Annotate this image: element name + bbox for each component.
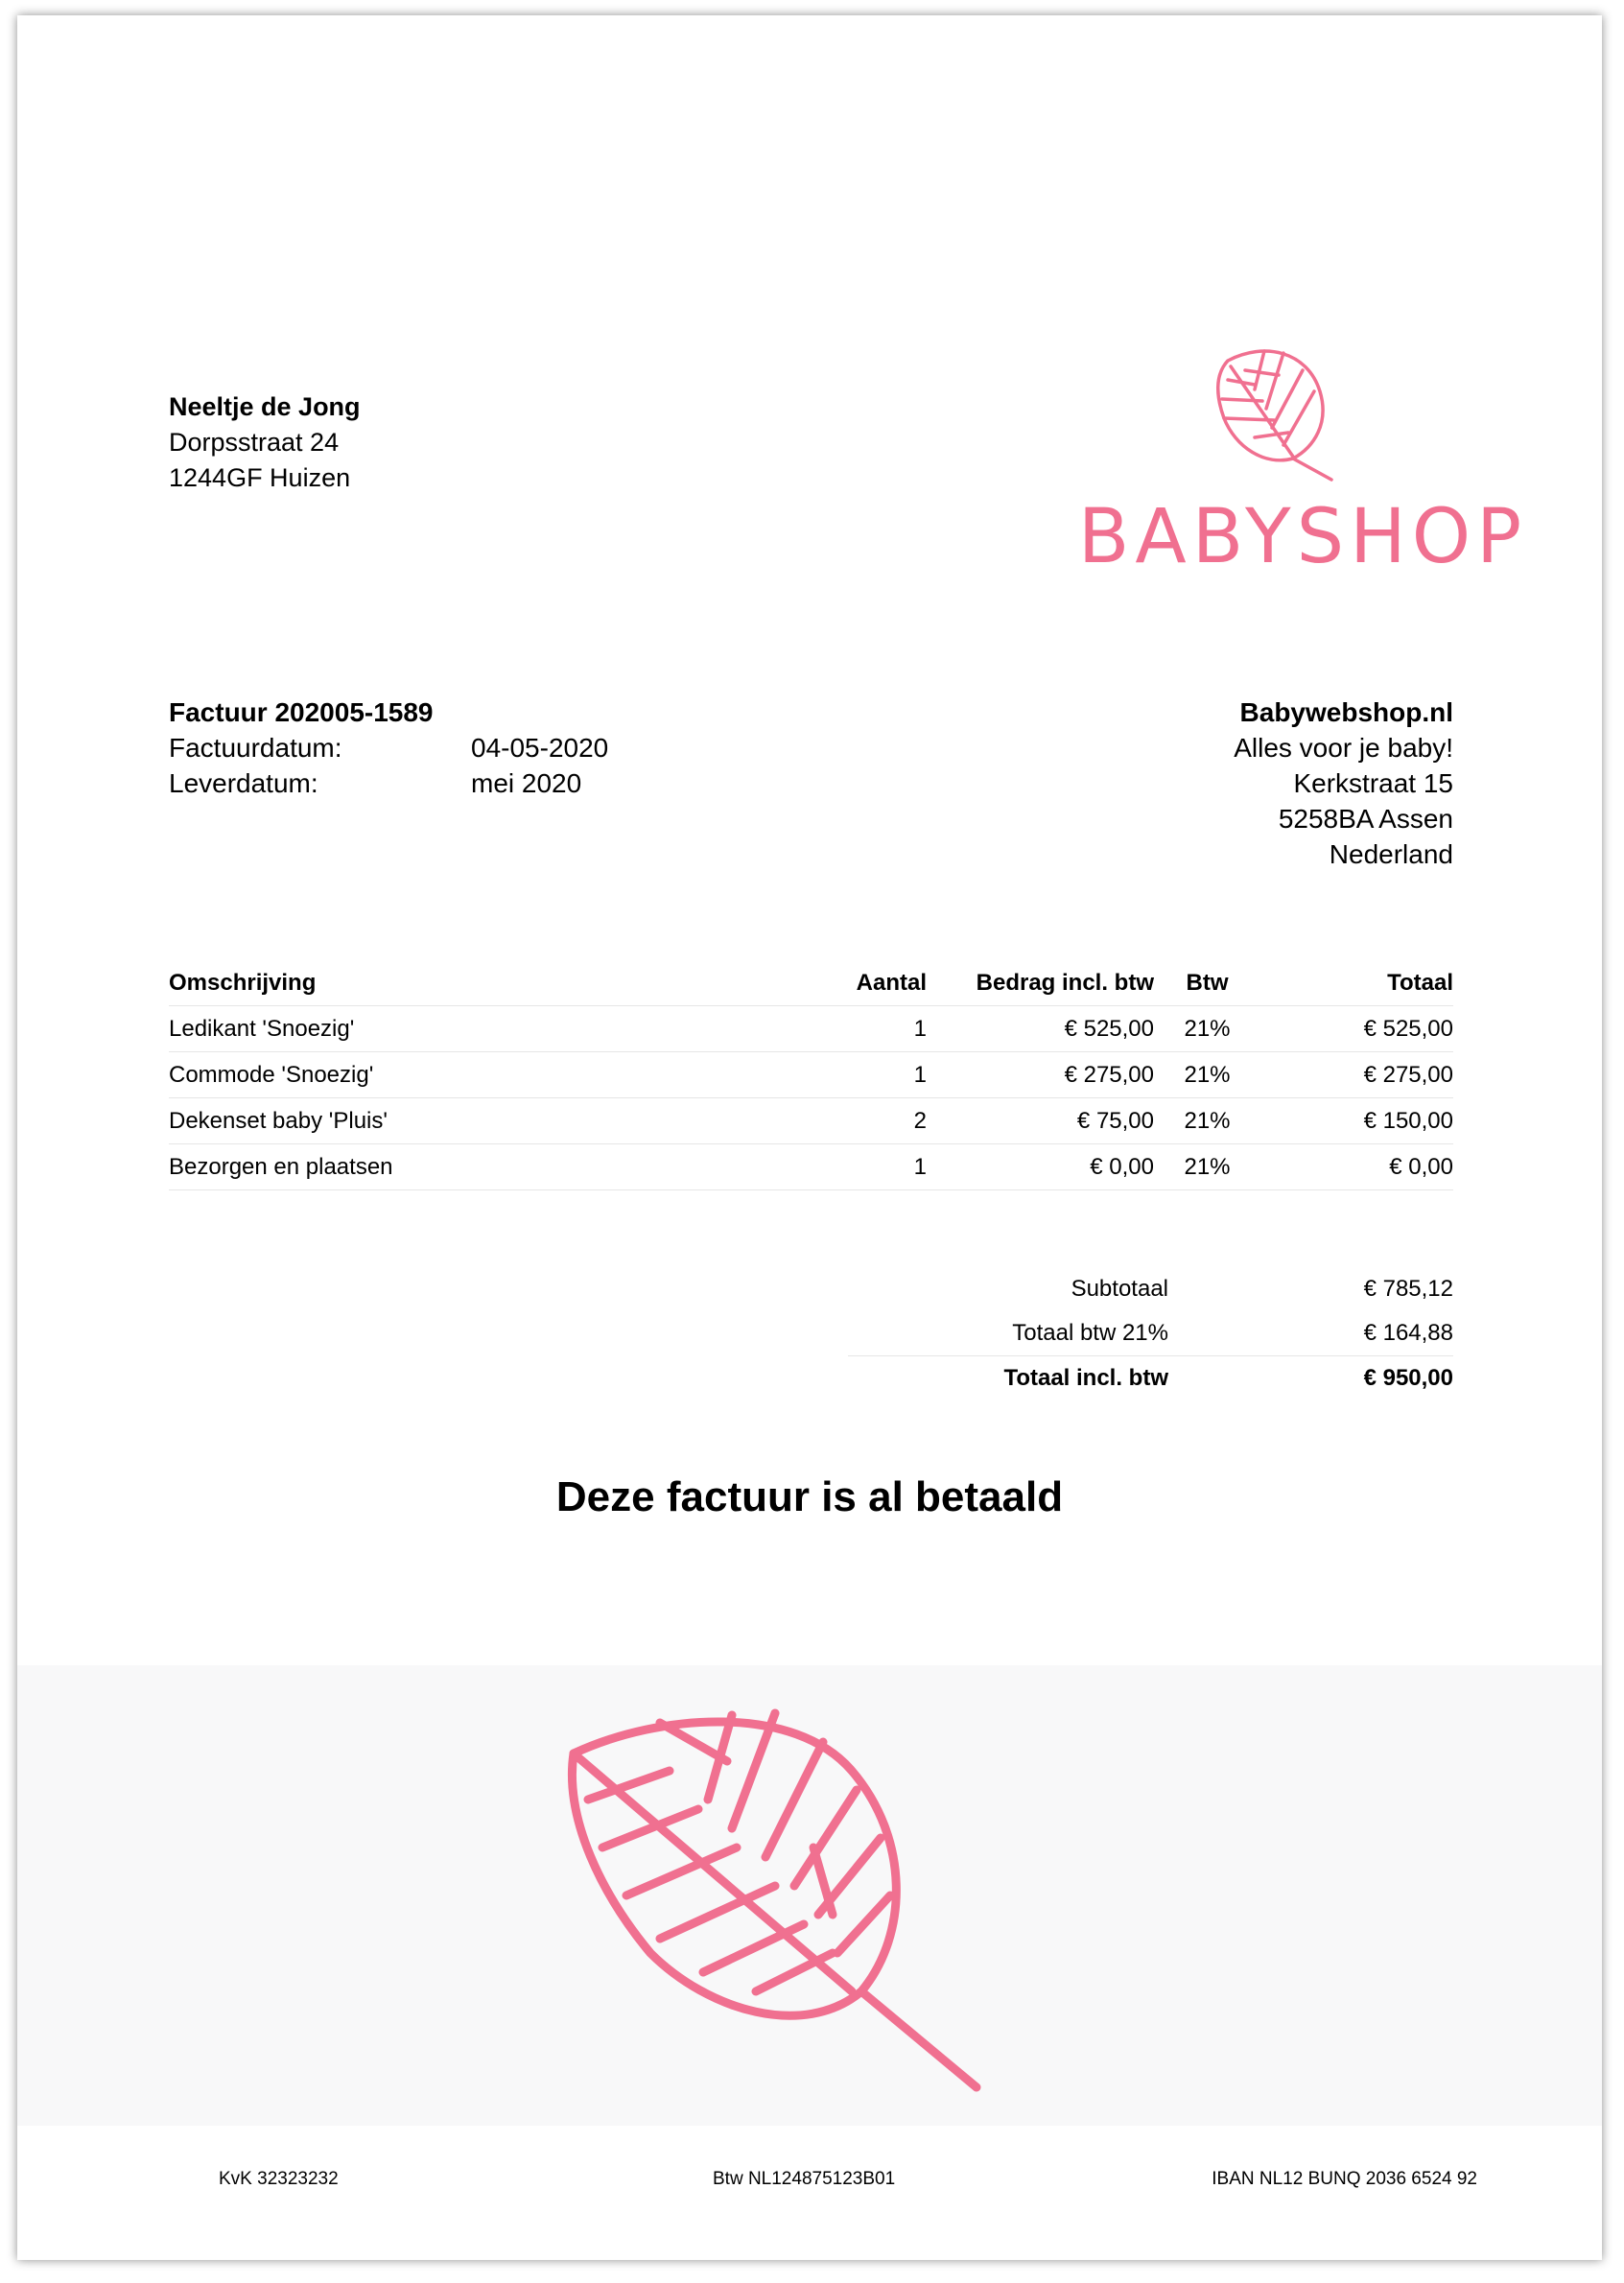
items-header-row — [169, 960, 1453, 1006]
recipient-name: Neeltje de Jong — [169, 392, 361, 421]
invoice-date-label: Factuurdatum: — [169, 733, 342, 763]
sender-street: Kerkstraat 15 — [1293, 768, 1453, 798]
paid-notice: Deze factuur is al betaald — [555, 1473, 1064, 1520]
vat-value: € 164,88 — [1363, 1320, 1453, 1346]
recipient-street: Dorpsstraat 24 — [169, 428, 340, 457]
total-row — [848, 1355, 1453, 1400]
footer-iban: IBAN NL12 BUNQ 2036 6524 92 — [1212, 2169, 1477, 2189]
sender-postal-city: 5258BA Assen — [1278, 804, 1453, 834]
subtotal-value: € 785,12 — [1363, 1276, 1453, 1302]
item-vat: 21% — [1184, 1015, 1231, 1042]
table-row — [169, 1098, 1453, 1144]
subtotal-row — [848, 1267, 1453, 1311]
recipient-address — [169, 389, 361, 496]
item-description: Ledikant 'Snoezig' — [169, 1015, 355, 1042]
item-description: Commode 'Snoezig' — [169, 1061, 374, 1088]
delivery-date-label: Leverdatum: — [169, 768, 318, 798]
item-total: € 150,00 — [1363, 1107, 1453, 1134]
vat-row — [848, 1311, 1453, 1355]
item-quantity: 1 — [913, 1061, 927, 1088]
leaf-icon — [1218, 351, 1331, 480]
total-label: Totaal incl. btw — [1003, 1365, 1168, 1391]
recipient-postal-city: 1244GF Huizen — [169, 463, 351, 492]
invoice-page — [17, 15, 1602, 2260]
item-total: € 525,00 — [1363, 1015, 1453, 1042]
table-row — [169, 1144, 1453, 1190]
item-quantity: 2 — [913, 1107, 927, 1134]
leaf-icon — [535, 1694, 1053, 2106]
item-quantity: 1 — [913, 1153, 927, 1180]
invoice-title: Factuur 202005-1589 — [169, 697, 434, 727]
items-table — [169, 960, 1453, 1190]
table-row — [169, 1006, 1453, 1052]
item-total: € 275,00 — [1363, 1061, 1453, 1088]
sender-tagline: Alles voor je baby! — [1234, 733, 1453, 763]
item-amount: € 525,00 — [1064, 1015, 1154, 1042]
header-description: Omschrijving — [169, 969, 317, 996]
invoice-date-value: 04-05-2020 — [471, 733, 609, 763]
item-description: Bezorgen en plaatsen — [169, 1153, 393, 1180]
header-vat: Btw — [1186, 969, 1229, 996]
item-amount: € 275,00 — [1064, 1061, 1154, 1088]
item-quantity: 1 — [913, 1015, 927, 1042]
sender-name: Babywebshop.nl — [1239, 697, 1453, 727]
sender-country: Nederland — [1329, 839, 1453, 869]
header-quantity: Aantal — [856, 969, 927, 996]
logo-text: BABYSHOP — [1077, 494, 1528, 580]
header-total: Totaal — [1387, 969, 1453, 996]
delivery-date-value: mei 2020 — [471, 768, 582, 798]
subtotal-label: Subtotaal — [1071, 1276, 1168, 1302]
footer-btw: Btw NL124875123B01 — [713, 2169, 896, 2189]
table-row — [169, 1052, 1453, 1098]
item-amount: € 0,00 — [1090, 1153, 1154, 1180]
footer-kvk: KvK 32323232 — [219, 2169, 339, 2189]
header-amount: Bedrag incl. btw — [976, 969, 1154, 996]
babyshop-logo — [1077, 332, 1528, 581]
sender-address — [1234, 694, 1453, 872]
item-amount: € 75,00 — [1076, 1107, 1154, 1134]
totals-block — [848, 1267, 1453, 1400]
total-value: € 950,00 — [1363, 1365, 1453, 1391]
item-vat: 21% — [1184, 1061, 1231, 1088]
vat-label: Totaal btw 21% — [1012, 1320, 1168, 1346]
item-total: € 0,00 — [1389, 1153, 1453, 1180]
item-vat: 21% — [1184, 1153, 1231, 1180]
item-vat: 21% — [1184, 1107, 1231, 1134]
item-description: Dekenset baby 'Pluis' — [169, 1107, 388, 1134]
invoice-meta — [169, 694, 608, 801]
